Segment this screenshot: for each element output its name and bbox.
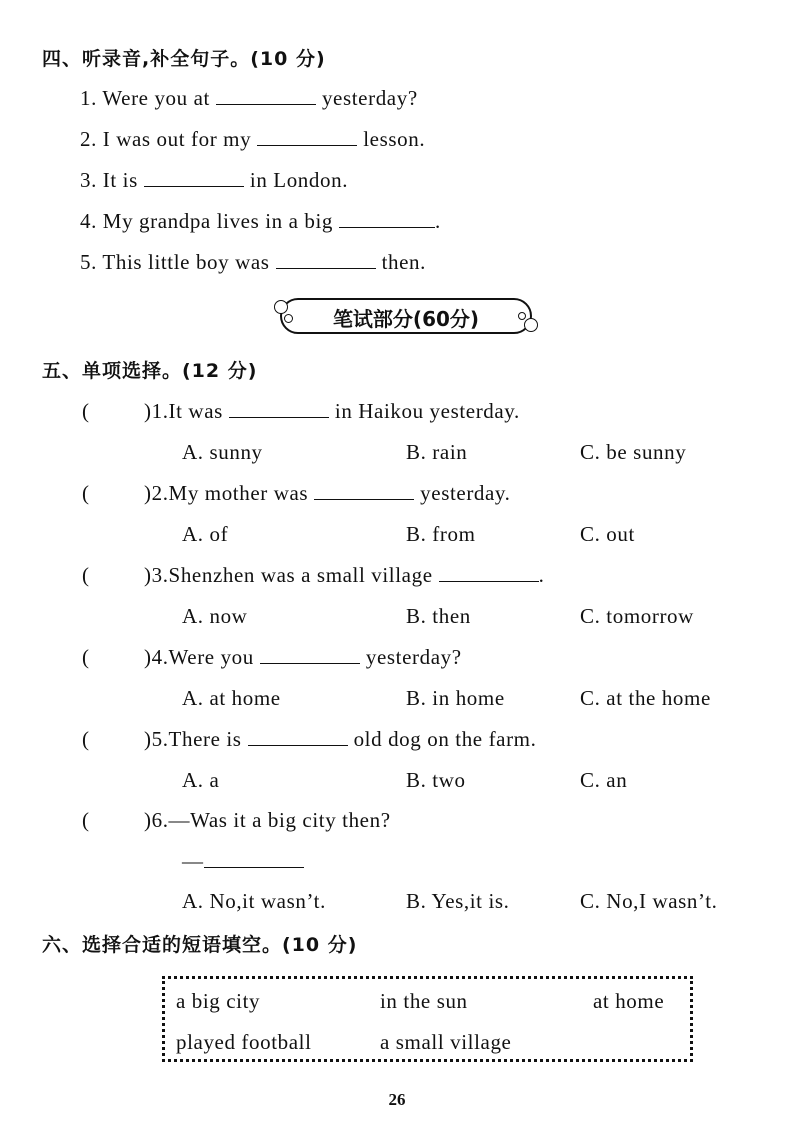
option-c[interactable]: C. an bbox=[580, 768, 628, 792]
option-a[interactable]: A. a bbox=[182, 768, 220, 792]
section-4-heading: 四、听录音,补全句子。(10 分) bbox=[42, 48, 326, 70]
word-option[interactable]: played football bbox=[176, 1030, 312, 1054]
answer-paren[interactable]: ( bbox=[82, 481, 89, 505]
option-a[interactable]: A. No,it wasn’t. bbox=[182, 889, 326, 913]
listening-item-1: 1. Were you at yesterday? bbox=[80, 86, 418, 110]
question-2: )2.My mother was yesterday. bbox=[144, 481, 511, 505]
answer-blank[interactable] bbox=[248, 727, 348, 746]
answer-blank[interactable] bbox=[314, 481, 414, 500]
answer-paren[interactable]: ( bbox=[82, 645, 89, 669]
listening-item-2: 2. I was out for my lesson. bbox=[80, 127, 426, 151]
word-option[interactable]: at home bbox=[593, 989, 665, 1013]
option-a[interactable]: A. sunny bbox=[182, 440, 263, 464]
option-c[interactable]: C. No,I wasn’t. bbox=[580, 889, 718, 913]
page-number: 26 bbox=[388, 1090, 406, 1109]
answer-blank[interactable] bbox=[260, 645, 360, 664]
question-4: )4.Were you yesterday? bbox=[144, 645, 462, 669]
listening-item-5: 5. This little boy was then. bbox=[80, 250, 426, 274]
option-a[interactable]: A. of bbox=[182, 522, 229, 546]
written-part-banner bbox=[272, 298, 540, 338]
option-c[interactable]: C. tomorrow bbox=[580, 604, 694, 628]
answer-blank[interactable] bbox=[439, 563, 539, 582]
option-a[interactable]: A. at home bbox=[182, 686, 281, 710]
option-b[interactable]: B. then bbox=[406, 604, 471, 628]
option-a[interactable]: A. now bbox=[182, 604, 248, 628]
question-6: )6.—Was it a big city then? bbox=[144, 808, 391, 832]
answer-blank[interactable] bbox=[276, 250, 376, 269]
answer-paren[interactable]: ( bbox=[82, 563, 89, 587]
banner-label: 笔试部分(60分) bbox=[332, 307, 480, 331]
word-option[interactable]: in the sun bbox=[380, 989, 468, 1013]
option-c[interactable]: C. be sunny bbox=[580, 440, 687, 464]
question-1: )1.It was in Haikou yesterday. bbox=[144, 399, 520, 423]
option-b[interactable]: B. from bbox=[406, 522, 476, 546]
answer-blank[interactable] bbox=[257, 127, 357, 146]
section-6-heading: 六、选择合适的短语填空。(10 分) bbox=[42, 934, 358, 956]
word-bank-box bbox=[162, 976, 693, 1062]
option-b[interactable]: B. in home bbox=[406, 686, 505, 710]
question-3: )3.Shenzhen was a small village . bbox=[144, 563, 545, 587]
answer-paren[interactable]: ( bbox=[82, 399, 89, 423]
option-b[interactable]: B. Yes,it is. bbox=[406, 889, 510, 913]
section-5-heading: 五、单项选择。(12 分) bbox=[42, 360, 258, 382]
answer-blank[interactable] bbox=[144, 168, 244, 187]
option-b[interactable]: B. two bbox=[406, 768, 466, 792]
answer-paren[interactable]: ( bbox=[82, 808, 89, 832]
question-5: )5.There is old dog on the farm. bbox=[144, 727, 537, 751]
listening-item-4: 4. My grandpa lives in a big . bbox=[80, 209, 441, 233]
word-option[interactable]: a small village bbox=[380, 1030, 512, 1054]
answer-blank[interactable] bbox=[229, 399, 329, 418]
answer-blank[interactable] bbox=[204, 849, 304, 868]
word-option[interactable]: a big city bbox=[176, 989, 261, 1013]
option-c[interactable]: C. at the home bbox=[580, 686, 711, 710]
answer-blank[interactable] bbox=[216, 86, 316, 105]
question-6-answer-line: — bbox=[182, 849, 310, 874]
answer-blank[interactable] bbox=[339, 209, 435, 228]
option-b[interactable]: B. rain bbox=[406, 440, 468, 464]
answer-paren[interactable]: ( bbox=[82, 727, 89, 751]
listening-item-3: 3. It is in London. bbox=[80, 168, 349, 192]
option-c[interactable]: C. out bbox=[580, 522, 635, 546]
